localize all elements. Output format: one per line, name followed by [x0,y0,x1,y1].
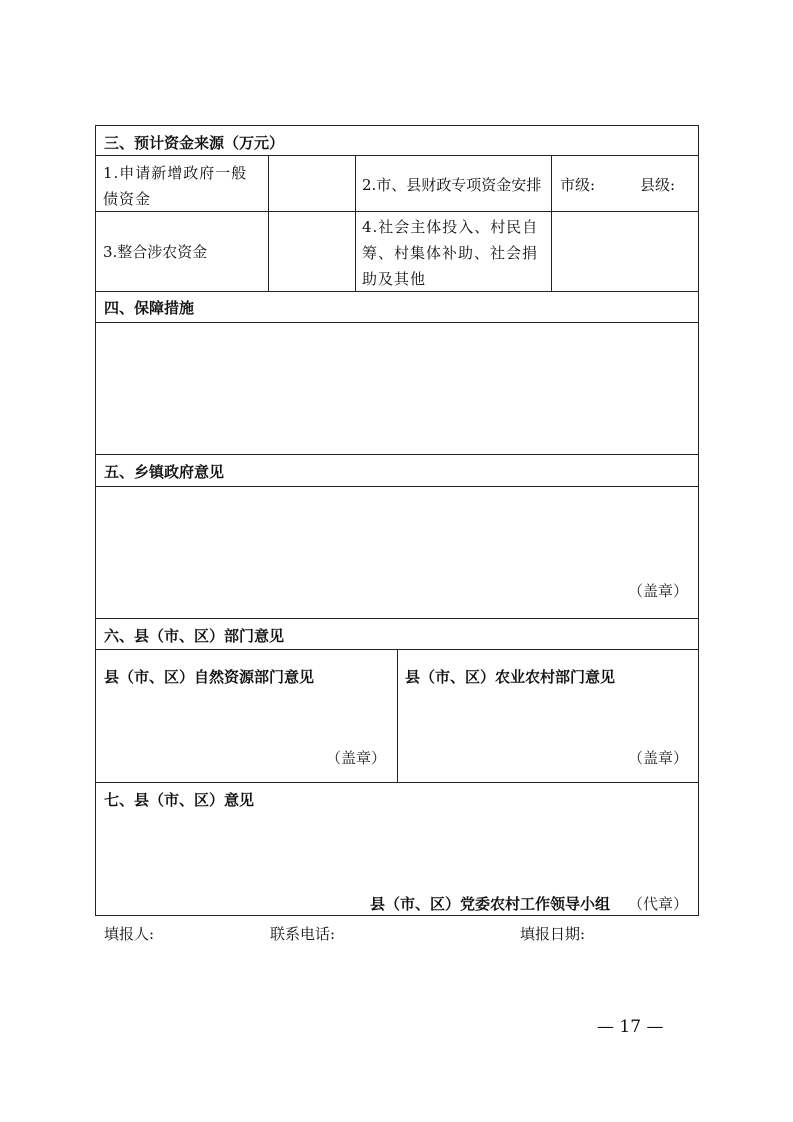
col-divider [397,649,398,782]
row-divider [95,155,699,156]
township-section-title: 五、乡镇政府意见 [104,463,225,481]
filler-label: 填报人: [104,925,155,943]
date-label: 填报日期: [520,925,586,943]
county-dept-section-title: 六、县（市、区）部门意见 [104,627,285,645]
county-section-title: 七、县（市、区）意见 [104,791,255,809]
col-divider [355,155,356,291]
county-leadership-group: 县（市、区）党委农村工作领导小组 [370,895,611,913]
funding-item-4: 4.社会主体投入、村民自筹、村集体补助、社会捐助及其他 [362,218,539,288]
city-level-label: 市级: [560,176,596,194]
row-divider [95,486,699,487]
county-level-label: 县级: [640,176,676,194]
funding-item-1: 1.申请新增政府一般债资金 [103,164,248,208]
township-seal: （盖章） [628,582,689,600]
page-number: — 17 — [597,1017,664,1037]
row-divider [95,322,699,323]
natural-resources-dept-title: 县（市、区）自然资源部门意见 [104,668,315,686]
county-seal: （代章） [628,895,689,913]
natural-resources-dept-seal: （盖章） [326,749,387,767]
row-divider [95,454,699,455]
safeguards-section-title: 四、保障措施 [104,299,195,317]
funding-item-3: 3.整合涉农资金 [103,243,208,261]
agriculture-dept-title: 县（市、区）农业农村部门意见 [405,668,616,686]
funding-item-2: 2.市、县财政专项资金安排 [362,176,542,194]
agriculture-dept-seal: （盖章） [628,749,689,767]
row-divider [95,618,699,619]
col-divider [551,155,552,291]
funding-section-title: 三、预计资金来源（万元） [104,134,285,152]
row-divider [95,782,699,783]
phone-label: 联系电话: [270,925,336,943]
col-divider [268,155,269,291]
